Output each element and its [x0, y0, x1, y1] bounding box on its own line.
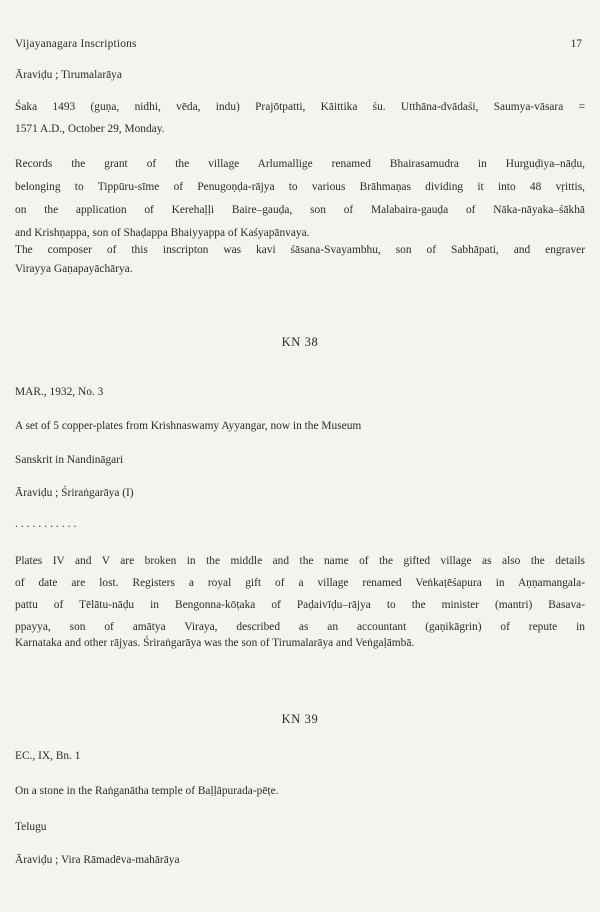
paragraph-line: on the application of Kerehaḷḷi Baire–gauḍa, son of Malabaira-gauḍa of Nāka-nāyaka–śākhā — [15, 204, 585, 216]
language-line: Telugu — [15, 821, 47, 833]
reference-line: EC., IX, Bn. 1 — [15, 750, 81, 762]
entry-heading: KN 39 — [281, 712, 319, 726]
page-number: 17 — [570, 38, 582, 50]
entry-heading: KN 38 — [281, 335, 319, 349]
date-line: 1571 A.D., October 29, Monday. — [15, 123, 165, 135]
paragraph-line: Plates IV and V are broken in the middle and the name of the gifted village as also the details — [15, 555, 585, 567]
paragraph-line: belonging to Tippūru-sīme of Penugoṇḍa-rājya to various Brāhmaṇas dividing it into 48 vṛittis, — [15, 181, 585, 193]
paragraph-line: Karnataka and other rājyas. Śriraṅgarāya was the son of Tirumalarāya and Veṅgaḷāmbā. — [15, 637, 415, 649]
description-line: A set of 5 copper-plates from Krishnaswamy Ayyangar, now in the Museum — [15, 420, 362, 432]
language-line: Sanskrit in Nandināgari — [15, 454, 124, 466]
ellipsis-line: ........... — [15, 518, 80, 530]
description-line: On a stone in the Raṅganātha temple of Baḷḷāpurada-pēṭe. — [15, 785, 279, 797]
dynasty-line: Āraviḍu ; Vira Rāmadēva-mahārāya — [15, 854, 180, 866]
paragraph-line: The composer of this inscripton was kavi śāsana-Svayambhu, son of Sabhāpati, and engraver — [15, 244, 585, 256]
dynasty-line: Āraviḍu ; Śriraṅgarāya (I) — [15, 487, 134, 499]
paragraph-line: and Krishṇappa, son of Shaḍappa Bhaiyyappa of Kaśyapānvaya. — [15, 227, 310, 239]
paragraph-line: Records the grant of the village Arlumallige renamed Bhairasamudra in Hurguḍiya–nāḍu, — [15, 158, 585, 170]
running-title: Vijayanagara Inscriptions — [15, 38, 137, 50]
reference-line: MAR., 1932, No. 3 — [15, 386, 104, 398]
paragraph-line: Virayya Gaṇapayāchārya. — [15, 263, 133, 275]
date-line: Śaka 1493 (guṇa, nidhi, vēda, indu) Prajōtpatti, Kāittika śu. Utthāna-dvādaśi, Saumya-vāsara = — [15, 101, 585, 113]
dynasty-line: Āraviḍu ; Tirumalarāya — [15, 69, 122, 81]
paragraph-line: pattu of Tēlātu-nāḍu in Bengonna-kōṭaka of Paḍaivīḍu–rājya to the minister (mantri) Basava- — [15, 599, 585, 611]
paragraph-line: ppayya, son of amātya Viraya, described as an accountant (gaṇikāgrin) of repute in — [15, 621, 585, 633]
paragraph-line: of date are lost. Registers a royal gift of a village renamed Veṅkaṭēśapura in Aṇṇamangala- — [15, 577, 585, 589]
